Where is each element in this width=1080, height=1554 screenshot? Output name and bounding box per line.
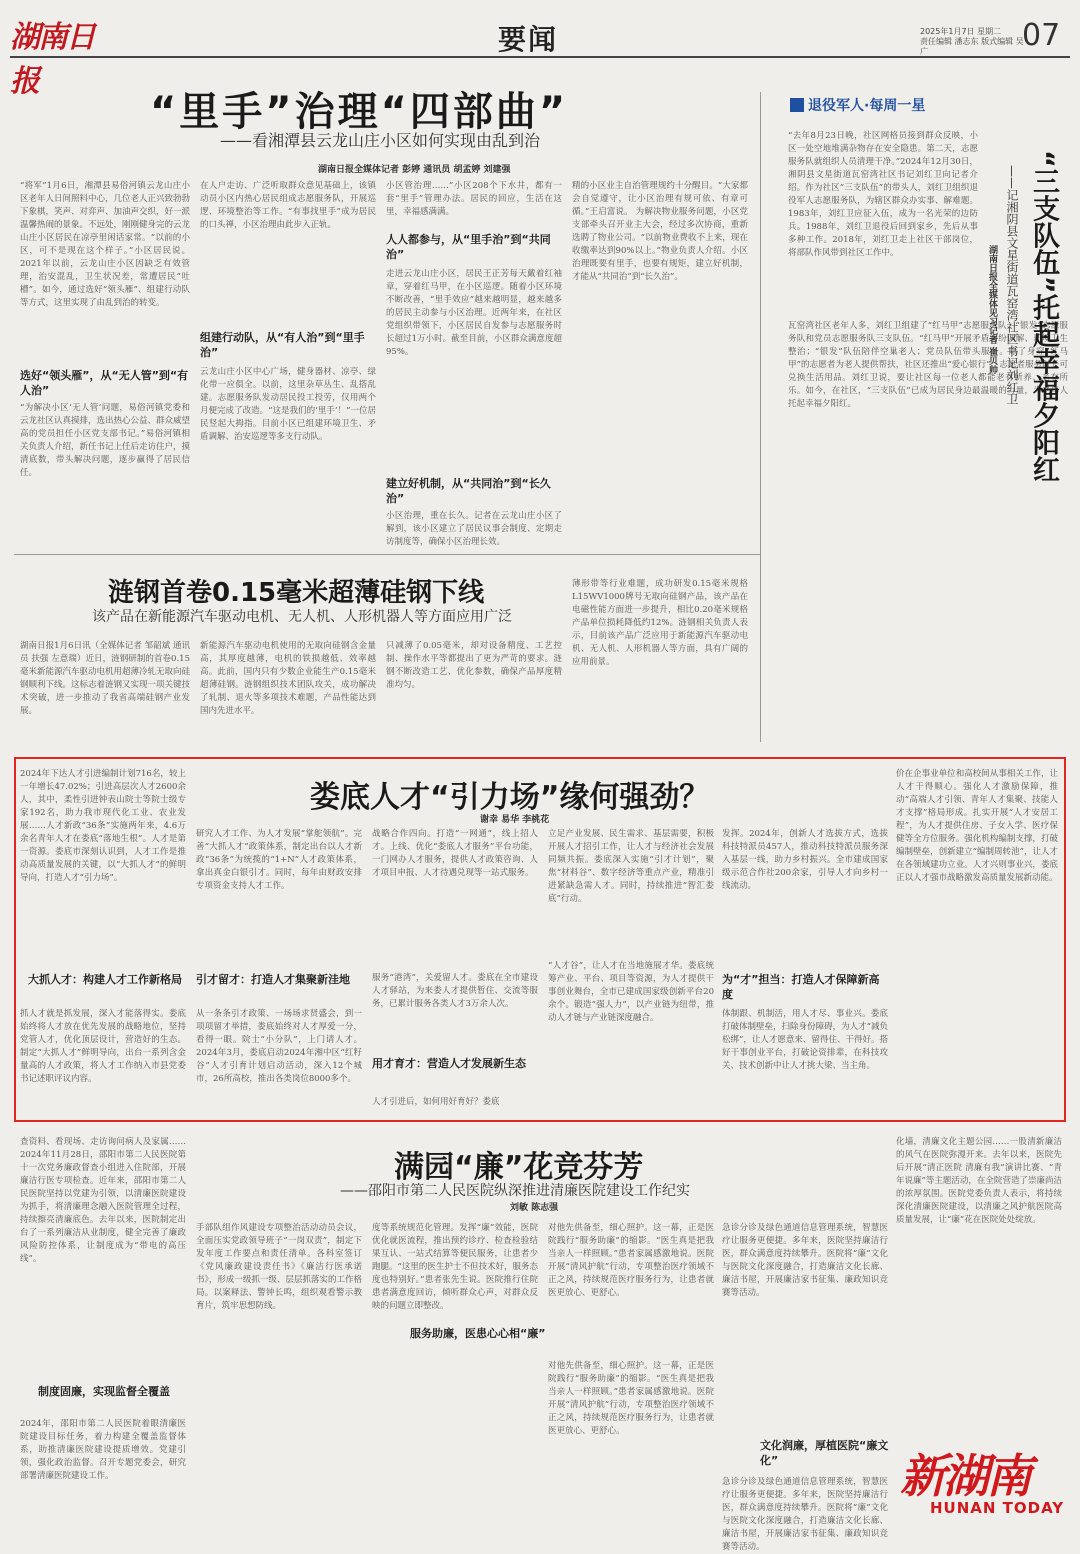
article4-col3: 度等系统规范化管理。发挥“廉”效能，医院优化就医流程，推出预约诊疗、检查检验结果互认、一站式结算等便民服务，让患者少跑腿。“这里的医生护士不但技术好，服务态度也特别好。”患者张先生说。医院推行住院患者满意度回访，倾听群众心声，对群众反映的问题立即整改。 bbox=[372, 1223, 538, 1311]
article4-col1: 查资料、看现场、走访询问病人及家属……2024年11月28日，邵阳市第二人民医院第十一次党务廉政督查小组进入住院部，开展廉洁行医专项检查。近年来，邵阳市第二人民医院坚持以党建为引领，以清廉医院建设为抓手，将清廉理念融入医院管理全过程，持续擦亮清廉底色。去年以来，医院制定出台了一系列廉洁从业制度，健全完善了廉政风险防控体系，让制度成为“带电的高压线”。 bbox=[20, 1137, 186, 1264]
article4-col1b: 2024年，邵阳市第二人民医院着眼清廉医院建设目标任务，着力构建全覆盖监督体系，助推清廉医院建设提质增效。党建引领，强化政治监督。召开专题党委会，研究部署清廉医院建设工作。 bbox=[20, 1419, 186, 1481]
article1-subtitle: ——看湘潭县云龙山庄小区如何实现由乱到治 bbox=[220, 131, 541, 150]
section-title: 要闻 bbox=[498, 23, 559, 56]
article1-col3a: 小区管治理……”小区208个下水井，都有一套“里手”管理办法。居民的回应，生活在这里，幸福感满满。 bbox=[386, 181, 562, 217]
xinhunan-logo: 新湖南 bbox=[900, 1449, 1029, 1503]
feature-title: “三支队伍”托起幸福夕阳红 bbox=[1028, 150, 1059, 483]
article4-subhead-2: 服务助廉，医患心心相“廉” bbox=[410, 1327, 546, 1340]
section-rule bbox=[14, 554, 760, 555]
article2-text2: 新能源汽车驱动电机使用的无取向硅钢含金量高，其厚度越薄，电机的铁损越低、效率越高。此前，国内只有少数企业能生产0.15毫米超薄硅钢。涟钢组织技术团队攻关，成功解决了轧制、退火等多项技术难题，产品性能达到国内先进水平。 bbox=[200, 641, 376, 716]
article1-subhead-1: 选好“领头雁”，从“无人管”到“有人治” bbox=[20, 369, 189, 397]
article3-subhead-2: 引才留才：打造人才集聚新洼地 bbox=[196, 973, 350, 986]
article2-text3: 只减薄了0.05毫米，却对设备精度、工艺控制、操作水平等都提出了更为严苛的要求。涟钢不断改造工艺、优化参数，确保产品厚度精准均匀。 bbox=[386, 641, 562, 690]
article1-subhead-2: 组建行动队，从“有人治”到“里手治” bbox=[200, 331, 365, 359]
article1-col1b: “为解决小区‘无人管’问题，易俗河镇党委和云龙社区认真摸排，选出热心公益、群众威望高的党员担任小区党支部书记。”易俗河镇相关负责人介绍，新任书记上任后走访住户，摸清底数，带头解决问题，逐步赢得了居民信任。 bbox=[20, 403, 191, 478]
article1-col3b: 走进云龙山庄小区，居民王正芳每天戴着红袖章，穿着红马甲，在小区巡逻。随着小区环境不断改善，“里手效应”越来越明显，越来越多的居民主动参与小区治理。近两年来，在社区党组织带领下，小区居民自发参与志愿服务时长超过1万小时。截至目前，小区群众满意度超95%。 bbox=[386, 269, 562, 357]
article4-col4-cont: 对他先供备至，细心照护。这一幕，正是医院践行“服务助廉”的缩影。“医生真是把我当亲人一样照顾。”患者家属感激地说。医院开展“清风护航”行动，专项整治医疗领域不正之风，持续规范医疗服务行为，让患者就医更放心、更舒心。 bbox=[548, 1361, 714, 1436]
article1-col5: “去年8月23日晚，社区网格员接到群众反映，小区一处空地堆满杂物存在安全隐患。第二天，志愿服务队就组织人员清理干净。”2024年12月30日，湘阴县文星街道瓦窑湾社区书记刘红卫向记者介绍。作为社区“三支队伍”的带头人，刘红卫组织退役军人志愿服务队，为辖区群众办实事、解难题。1983年，刘红卫应征入伍，成为一名光荣的边防兵。1988年，刘红卫退役后回到家乡，先后从事多种工作。2018年，刘红卫走上社区干部岗位，将部队作风带到社区工作中。 bbox=[788, 131, 978, 258]
article1-col4b: 为解决物业服务问题，小区党支部牵头召开业主大会，经过多次协商，重新选聘了物业公司。“以前物业费收不上来，现在收缴率达到90%以上。”物业负责人介绍。小区治理既要有里手，也要有规矩，建立好机制，才能从“共同治”到“长久治”。 bbox=[572, 207, 748, 282]
article3-col3a: 战略合作四向。打造“一网通”，线上招人才。上线、优化“娄底人才服务”平台功能，一门网办人才服务，提供人才政策咨询、人才项目申报、人才待遇兑现等一站式服务。 bbox=[372, 829, 538, 878]
article1-subhead-4: 建立好机制，从“共同治”到“长久治” bbox=[386, 477, 551, 505]
article4-subhead-3: 文化润廉，厚植医院“廉文化” bbox=[760, 1439, 889, 1467]
article1-col2b: 云龙山庄小区中心广场，健身器材、凉亭、绿化带一应俱全。以前，这里杂草丛生、乱搭乱建。志愿服务队发动居民投工投劳，仅用两个月便完成了改造。“这是我们的‘里手’！”一位居民竖起大拇指。目前小区已组建环境卫生、矛盾调解、治安巡逻等多支行动队。 bbox=[200, 367, 376, 442]
article3-col4b: “人才谷”，让人才在当地施展才华。娄底统筹产业、平台、项目等资源，为人才提供干事创业舞台，全市已建成国家级创新平台20余个。锻造“强人力”，以产业链为纽带，推动人才链与产业链深度融合。 bbox=[548, 961, 714, 1023]
article1-col4a: 精的小区业主自治管理规约十分醒目。“大家都会自觉遵守，让小区治理有规可依、有章可循。”王启富说。 bbox=[572, 181, 748, 217]
article1-col2a: 在人户走访、广泛听取群众意见基础上，该镇动员小区内热心居民组成志愿服务队，开展巡逻、环境整治等工作。“有事找里手”成为居民的口头禅，小区治理由此步入正轨。 bbox=[200, 181, 376, 230]
article3-subhead-1: 大抓人才：构建人才工作新格局 bbox=[28, 973, 182, 986]
article2-text4: 薄形带等行业难题，成功研发0.15毫米规格L15WV1000牌号无取向硅钢产品，该产品在电磁性能方面进一步提升，相比0.20毫米规格产品单位损耗降低约12%。涟钢相关负责人表示，目前该产品广泛应用于新能源汽车驱动电机、无人机、人形机器人等方面，具有广阔的应用前景。 bbox=[572, 579, 748, 667]
feature-label bbox=[790, 95, 960, 117]
column-divider bbox=[760, 92, 761, 742]
article4-col6: 化墙，清廉文化主题公园……一股清新廉洁的风气在医院弥漫开来。去年以来，医院先后开展“清正医院 清廉有我”演讲比赛、“青年说廉”等主题活动，在全院营造了崇廉尚洁的浓厚氛围。医院党委负责人表示，将持续深化清廉医院建设，以清廉之风护航医院高质量发展，让“廉”花在医院处处绽放。 bbox=[896, 1137, 1062, 1225]
article3-col5b: 体制跟、机制活，用人才尽、事业兴。娄底打破体制壁垒，扫除身份障碍，为人才“减负松绑”，让人才愿意来、留得住、干得好。搭好干事创业平台，打破论资排辈，在科技攻关、技术创新中让人才挑大梁、当主角。 bbox=[722, 1009, 888, 1071]
article3-col6: 价在企事业单位和高校间从事相关工作，让人才干得顺心。强化人才激励保障，推动“高端人才引领、青年人才集聚、技能人才支撑”格局形成。扎实开展“人才安居工程”，为人才提供住房、子女入学、医疗保健等全方位服务。强化机构编制支撑，打破编制壁垒，创新建立“编制周转池”，让人才在各领域建功立业。人才兴则事业兴，娄底正以人才强市战略激发高质量发展新动能。 bbox=[896, 769, 1058, 883]
article1-byline: 湖南日报全媒体记者 彭婷 通讯员 胡孟婷 刘建强 bbox=[318, 165, 511, 175]
article4-col5-cont: 急诊分诊及绿色通道信息管理系统，智慧医疗让服务更便捷。多年来，医院坚持廉洁行医，群众满意度持续攀升。医院将“廉”文化与医院文化深度融合，打造廉洁文化长廊、廉洁书屋，开展廉洁家书征集、廉政知识竞赛等活动。 bbox=[722, 1477, 888, 1552]
article3-subhead-3: 用才育才：营造人才发展新生态 bbox=[372, 1057, 526, 1070]
hunan-today-logo: HUNAN TODAY bbox=[930, 1499, 1065, 1517]
article4-col5: 急诊分诊及绿色通道信息管理系统，智慧医疗让服务更便捷。多年来，医院坚持廉洁行医，群众满意度持续攀升。医院将“廉”文化与医院文化深度融合，打造廉洁文化长廊、廉洁书屋，开展廉洁家书征集、廉政知识竞赛等活动。 bbox=[722, 1223, 888, 1298]
article3-col2a: 研究人才工作、为人才发展“掌舵领航”。完善“大抓人才”政策体系，制定出台以人才新政“36条”为统揽的“1+N”人才政策体系，拿出真金白银引才。同时，每年由财政安排专项资金支持人才工作。 bbox=[196, 829, 362, 891]
page-number: 07 bbox=[1022, 18, 1061, 53]
article1-col4 bbox=[572, 180, 748, 544]
article3-col3c: 人才引进后，如何用好育好？娄底 bbox=[372, 1097, 500, 1107]
article2-text1: 湖南日报1月6日讯（全媒体记者 邹韶斌 通讯员 扶强 左意瑞）近日，涟钢研制的首卷0.15毫米新能源汽车驱动电机用超薄冷轧无取向硅钢顺利下线。这标志着涟钢又实现一项关键技术突破，进一步推动了我省高端硅钢产业发展。 bbox=[20, 641, 191, 716]
feature-text: 瓦窑湾社区老年人多，刘红卫组建了“红马甲”志愿服务队、“银发”志愿服务队和党员志愿服务队三支队伍。“红马甲”开展矛盾纠纷调解、环境卫生整治；“银发”队伍陪伴空巢老人；党员队伍带头服务。除了身穿“红马甲”的志愿者为老人提供帮扶，社区还推出“爱心银行”，志愿者服务时长可兑换生活用品。刘红卫说，要让社区每一位老人都能老有所养、老有所乐。如今，在社区，“三支队伍”已成为居民身边最温暖的力量，为老年人托起幸福夕阳红。 bbox=[788, 321, 1068, 409]
article3-subhead-4: 为“才”担当：打造人才保障新高度 bbox=[722, 973, 880, 1001]
article4-col2: 手部队组作风建设专项整治活动动员会议，全面压实党政领导班子“一岗双责”，制定下发年度工作要点和责任清单。各科室签订《党风廉政建设责任书》《廉洁行医承诺书》，形成一级抓一级、层层抓落实的工作格局。以案释法、警钟长鸣，组织观看警示教育片，筑牢思想防线。 bbox=[196, 1223, 362, 1311]
issue-date: 2025年1月7日 星期二 bbox=[920, 27, 1002, 36]
article2-title: 涟钢首卷0.15毫米超薄硅钢下线 bbox=[108, 578, 485, 608]
masthead-rule bbox=[10, 56, 1070, 58]
article4-byline: 刘敏 陈志强 bbox=[510, 1203, 559, 1213]
article3-col1b: 抓人才就是抓发展，深入才能落得实。娄底始终将人才放在优先发展的战略地位，坚持党管人才，优化顶层设计，营造好的生态。制定“大抓人才”鲜明导向，出台一系列含金量高的人才政策，将人才工作纳入市县党委书记述职评议内容。 bbox=[20, 1009, 186, 1084]
dateline bbox=[920, 27, 1030, 57]
article3-col3b: 服务“港湾”，关爱留人才。娄底在全市建设人才驿站，为来娄人才提供暂住、交流等服务，已累计服务各类人才3万余人次。 bbox=[372, 973, 538, 1009]
article4-col4: 对他先供备至，细心照护。这一幕，正是医院践行“服务助廉”的缩影。“医生真是把我当亲人一样照顾。”患者家属感激地说。医院开展“清风护航”行动，专项整治医疗领域不正之风，持续规范医疗服务行为，让患者就医更放心、更舒心。 bbox=[548, 1223, 714, 1298]
article3-col1a: 2024年下达人才引进编制计划716名，较上一年增长47.02%；引进高层次人才2600余人，其中，柔性引进钟表山院士等院士级专家192名，助力我市现代化工业、农业发展……人才新政“36条”实施两年来，4.6万余名青年人才在娄底“落地生根”。人才是第一资源。娄底市深刻认识到，人才工作是推动高质量发展的关键，以“大抓人才”的鲜明导向，打造人才“引力场”。 bbox=[20, 769, 186, 883]
article3-byline: 谢幸 易华 李桃花 bbox=[480, 815, 550, 825]
article1-col1a: “将军”1月6日，湘潭县易俗河镇云龙山庄小区老年人日间照料中心，几位老人正兴致勃勃下象棋，笑声、对弈声、加油声交织，好一派温馨热闹的景象。不远处，刚刚健身完的云龙山庄小区居民在凉亭里闲话家常。“以前的小区，可不是现在这个样子。”小区居民说。2021年以前，云龙山庄小区因缺乏有效管理，治安混乱，卫生状况差，常遭居民“吐槽”。如今，通过选好“领头雁”、组建行动队等方式，这里实现了由乱到治的转变。 bbox=[20, 181, 191, 308]
article2-subtitle: 该产品在新能源汽车驱动电机、无人机、人形机器人等方面应用广泛 bbox=[92, 609, 512, 625]
newspaper-logo: 湖南日报 bbox=[10, 20, 94, 99]
article1-subhead-3: 人人都参与，从“里手治”到“共同治” bbox=[386, 233, 551, 261]
feature-byline: 湖南日报全媒体见习记者 崔贝帅 bbox=[987, 245, 997, 375]
article4-subhead-1: 制度固廉，实现监督全覆盖 bbox=[38, 1385, 170, 1398]
feature-subtitle: ——记湘阴县文星街道瓦窑湾社区书记刘红卫 bbox=[1005, 165, 1019, 405]
article4-title: 满园“廉”花竞芬芳 bbox=[394, 1150, 644, 1185]
feature-label-text: 退役军人·每周一星 bbox=[808, 98, 926, 114]
article3-col2b: 从一条条引才政策、一场场求贤盛会，到一项项留才举措，娄底始终对人才厚爱一分，看得一眼。院士“小分队”，上门请人才。2024年3月，娄底启动2024年湘中区“红籽谷”人才引育计划启动活动，深入12个城市，26所高校，推出各类岗位8000多个。 bbox=[196, 1009, 362, 1084]
article3-col5a: 发挥。2024年，创新人才选拔方式，选拔科技特派员457人，推动科技特派员服务深入基层一线，助力乡村振兴。全市建成国家级示范合作社200余家，引导人才向乡村一线流动。 bbox=[722, 829, 888, 891]
article1-col3c: 小区治理，重在长久。记者在云龙山庄小区了解到，该小区建立了居民议事会制度、定期走访制度等，确保小区治理长效。 bbox=[386, 511, 562, 547]
editors: 责任编辑 潘志东 版式编辑 吴广 bbox=[920, 37, 1024, 56]
military-emblem-icon bbox=[790, 98, 804, 112]
article3-title: 娄底人才“引力场”缘何强劲？ bbox=[310, 780, 710, 815]
article1-title: “里手”治理“四部曲” bbox=[150, 89, 569, 135]
article4-subtitle: ——邵阳市第二人民医院纵深推进清廉医院建设工作纪实 bbox=[340, 1183, 690, 1199]
article3-col4a: 立足产业发展、民生需求、基层需要，积极开展人才招引工作，让人才与经济社会发展同频共振。娄底深入实施“引才计划”，聚焦“材料谷”、数字经济等重点产业，精准引进紧缺急需人才。同时，持续推进“智汇娄底”行动。 bbox=[548, 829, 714, 904]
